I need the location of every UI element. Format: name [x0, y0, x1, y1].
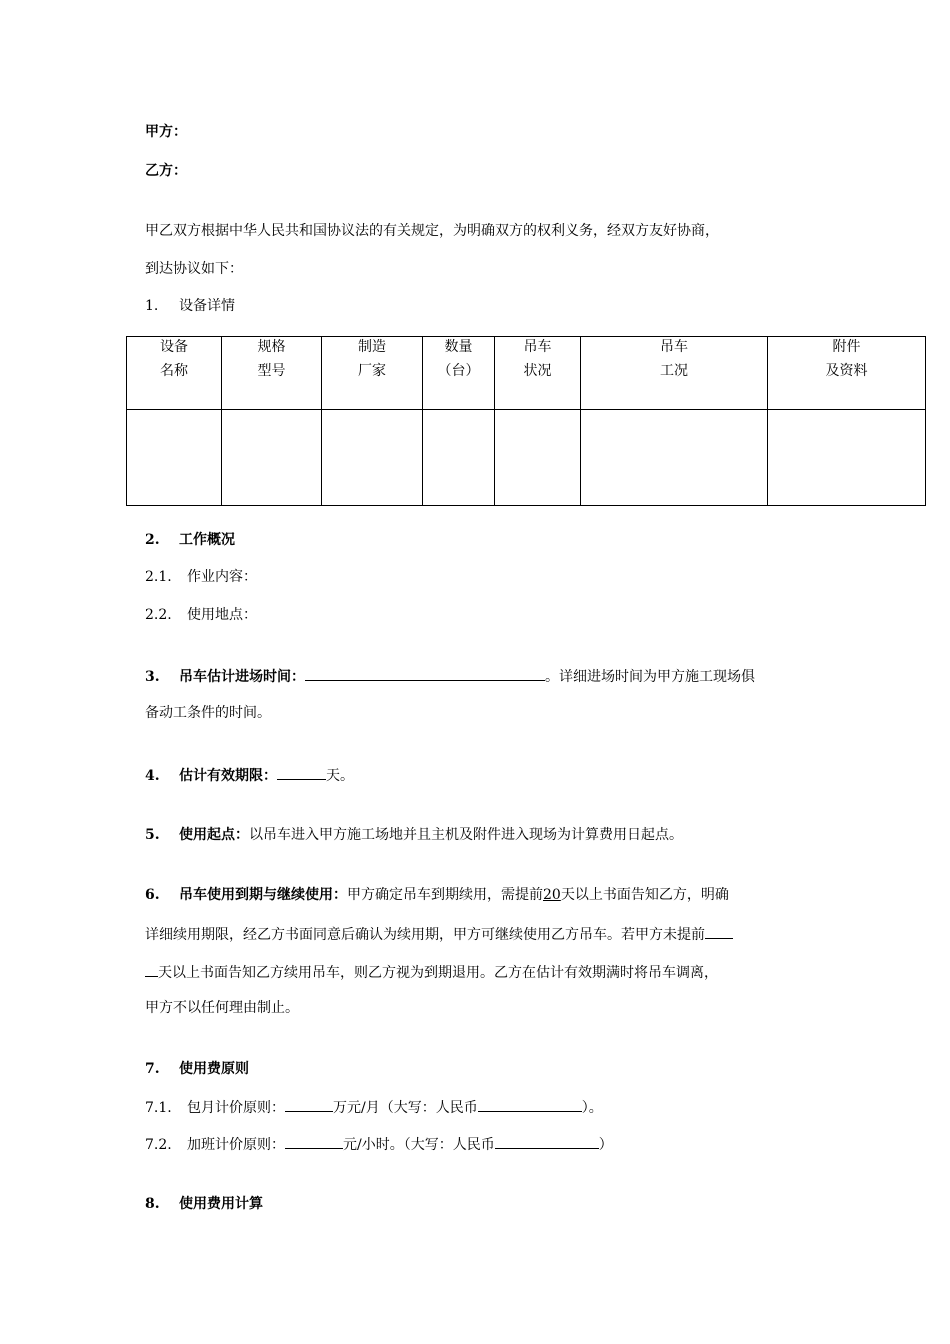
table-cell[interactable]: [222, 410, 322, 506]
overtime-price-blank[interactable]: [285, 1134, 343, 1149]
table-header-cell: 吊车 状况: [495, 337, 581, 410]
notice-days-value: 20: [543, 887, 561, 903]
section-8-heading: 8. 使用费用计算: [145, 1196, 263, 1212]
table-cell[interactable]: [495, 410, 581, 506]
section-2-heading: 2. 工作概况: [145, 532, 235, 548]
table-cell[interactable]: [423, 410, 495, 506]
monthly-price-words-blank[interactable]: [478, 1097, 582, 1112]
section-3-line-1: 3. 吊车估计进场时间： 。详细进场时间为甲方施工现场俱: [145, 666, 755, 686]
section-4: 4. 估计有效期限： 天。: [145, 765, 354, 785]
notice-days-blank[interactable]: [705, 924, 733, 939]
table-cell[interactable]: [127, 410, 222, 506]
section-5: 5. 使用起点：以吊车进入甲方施工场地并且主机及附件进入现场为计算费用日起点。: [145, 827, 683, 843]
table-cell[interactable]: [768, 410, 926, 506]
table-header-cell: 规格 型号: [222, 337, 322, 410]
section-7-heading: 7. 使用费原则: [145, 1061, 249, 1077]
intro-line-2: 到达协议如下：: [145, 261, 243, 277]
section-6-line-1: 6. 吊车使用到期与继续使用：甲方确定吊车到期续用，需提前20天以上书面告知乙方，明确: [145, 887, 729, 903]
monthly-price-blank[interactable]: [285, 1097, 333, 1112]
party-a-label: 甲方：: [145, 124, 187, 140]
section-2-2: 2.2. 使用地点：: [145, 607, 257, 623]
section-1-title: 设备详情: [179, 298, 235, 314]
section-1-heading: [145, 297, 235, 315]
table-cell[interactable]: [581, 410, 768, 506]
intro-line-1: 甲乙双方根据中华人民共和国协议法的有关规定，为明确双方的权利义务，经双方友好协商，: [145, 223, 719, 239]
overtime-price-words-blank[interactable]: [495, 1134, 599, 1149]
section-7-1: 7.1. 包月计价原则： 万元/月（大写：人民币 ）。: [145, 1097, 603, 1117]
table-header-cell: 设备 名称: [127, 337, 222, 410]
table-header-cell: 数量 （台）: [423, 337, 495, 410]
section-6-line-4: 甲方不以任何理由制止。: [145, 1000, 299, 1016]
section-3-line-2: 备动工条件的时间。: [145, 705, 271, 721]
table-header-cell: 吊车 工况: [581, 337, 768, 410]
table-header-row: [127, 337, 926, 410]
validity-days-blank[interactable]: [277, 765, 326, 780]
section-2-1: 2.1. 作业内容：: [145, 569, 257, 585]
section-6-line-2: 详细续用期限，经乙方书面同意后确认为续用期，甲方可继续使用乙方吊车。若甲方未提前: [145, 924, 733, 944]
section-6-line-3: 天以上书面告知乙方续用吊车，则乙方视为到期退用。乙方在估计有效期满时将吊车调离，: [145, 962, 718, 982]
section-1-number: 1.: [145, 298, 159, 314]
party-b-label: 乙方：: [145, 163, 187, 179]
table-cell[interactable]: [322, 410, 423, 506]
section-7-2: 7.2. 加班计价原则： 元/小时。（大写：人民币 ）: [145, 1134, 613, 1154]
table-row: [127, 410, 926, 506]
notice-days-blank-cont[interactable]: [145, 962, 158, 977]
equipment-table: [126, 336, 926, 506]
table-header-cell: 附件 及资料: [768, 337, 926, 410]
entry-date-blank[interactable]: [305, 666, 545, 681]
table-header-cell: 制造 厂家: [322, 337, 423, 410]
